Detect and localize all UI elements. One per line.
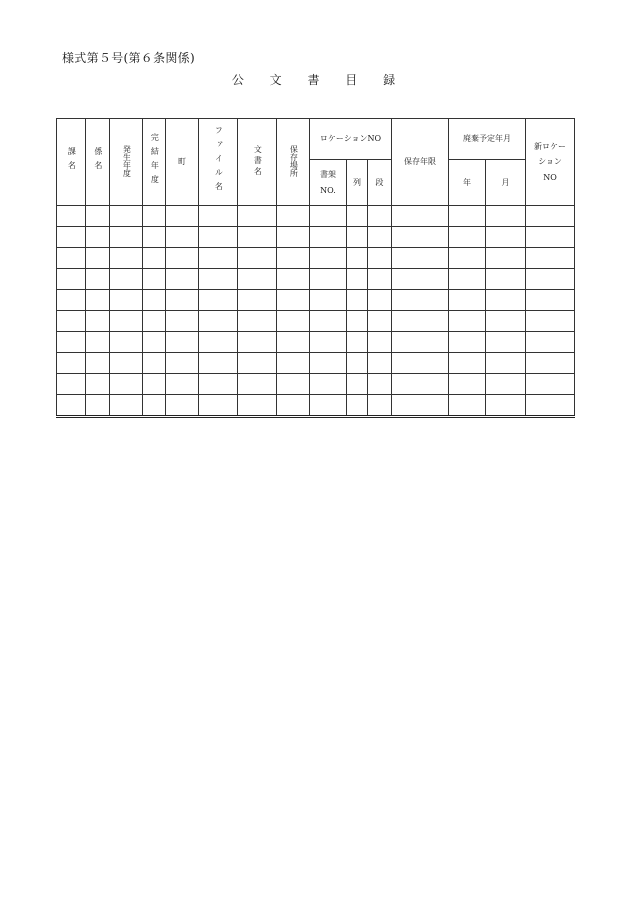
header-shelf-no: 書架 NO.	[310, 160, 347, 206]
table-cell[interactable]	[143, 227, 166, 248]
table-cell[interactable]	[449, 311, 486, 332]
table-cell[interactable]	[526, 206, 575, 227]
table-cell[interactable]	[86, 353, 110, 374]
table-cell[interactable]	[143, 206, 166, 227]
table-cell[interactable]	[526, 311, 575, 332]
table-cell[interactable]	[368, 206, 392, 227]
header-disposal-date: 廃棄予定年月	[449, 119, 526, 160]
table-cell[interactable]	[277, 290, 310, 311]
table-cell[interactable]	[392, 353, 449, 374]
table-cell[interactable]	[143, 332, 166, 353]
header-tier: 段	[368, 160, 392, 206]
table-cell[interactable]	[110, 269, 143, 290]
table-cell[interactable]	[199, 311, 238, 332]
table-cell[interactable]	[368, 353, 392, 374]
table-cell[interactable]	[143, 353, 166, 374]
table-cell[interactable]	[199, 353, 238, 374]
header-retention-period: 保存年限	[392, 119, 449, 206]
table-cell[interactable]	[449, 248, 486, 269]
table-cell[interactable]	[238, 353, 277, 374]
table-cell[interactable]	[449, 353, 486, 374]
table-cell[interactable]	[368, 248, 392, 269]
table-cell[interactable]	[526, 374, 575, 395]
table-cell[interactable]	[238, 311, 277, 332]
table-cell[interactable]	[310, 290, 347, 311]
table-row	[57, 332, 575, 353]
table-cell[interactable]	[57, 290, 86, 311]
table-cell[interactable]	[449, 290, 486, 311]
table-cell[interactable]	[110, 311, 143, 332]
table-cell[interactable]	[347, 332, 368, 353]
table-cell[interactable]	[449, 227, 486, 248]
table-cell[interactable]	[57, 227, 86, 248]
table-row	[57, 206, 575, 227]
table-cell[interactable]	[86, 332, 110, 353]
table-row	[57, 269, 575, 290]
table-cell[interactable]	[526, 227, 575, 248]
table-cell[interactable]	[310, 227, 347, 248]
table-cell[interactable]	[347, 374, 368, 395]
table-cell[interactable]	[199, 332, 238, 353]
table-cell[interactable]	[277, 395, 310, 417]
form-number: 様式第５号(第６条関係)	[62, 51, 195, 65]
table-cell[interactable]	[86, 227, 110, 248]
table-cell[interactable]	[166, 206, 199, 227]
table-cell[interactable]	[277, 332, 310, 353]
table-cell[interactable]	[238, 290, 277, 311]
table-cell[interactable]	[392, 374, 449, 395]
table-cell[interactable]	[526, 269, 575, 290]
header-document-name: 文書名	[238, 119, 277, 206]
table-cell[interactable]	[166, 269, 199, 290]
table-cell[interactable]	[347, 269, 368, 290]
header-row: 列	[347, 160, 368, 206]
header-location-no: ロケーションNO	[310, 119, 392, 160]
table-cell[interactable]	[238, 395, 277, 417]
table-row	[57, 311, 575, 332]
table-body	[57, 206, 575, 417]
table-cell[interactable]	[347, 248, 368, 269]
table-cell[interactable]	[110, 353, 143, 374]
table-cell[interactable]	[166, 248, 199, 269]
table-cell[interactable]	[368, 269, 392, 290]
table-cell[interactable]	[86, 374, 110, 395]
table-cell[interactable]	[486, 311, 526, 332]
table-cell[interactable]	[277, 206, 310, 227]
table-cell[interactable]	[486, 206, 526, 227]
table-cell[interactable]	[110, 374, 143, 395]
table-cell[interactable]	[110, 395, 143, 417]
table-cell[interactable]	[310, 206, 347, 227]
table-cell[interactable]	[143, 290, 166, 311]
table-cell[interactable]	[57, 311, 86, 332]
table-cell[interactable]	[238, 269, 277, 290]
table-cell[interactable]	[110, 206, 143, 227]
table-cell[interactable]	[86, 206, 110, 227]
table-cell[interactable]	[526, 248, 575, 269]
header-town: 町	[166, 119, 199, 206]
table-cell[interactable]	[57, 395, 86, 417]
table-cell[interactable]	[347, 353, 368, 374]
table-cell[interactable]	[392, 248, 449, 269]
table-cell[interactable]	[368, 227, 392, 248]
table-cell[interactable]	[199, 395, 238, 417]
table-cell[interactable]	[486, 227, 526, 248]
table-cell[interactable]	[392, 311, 449, 332]
header-new-location-no: 新ロケーションNO	[526, 119, 575, 206]
table-cell[interactable]	[199, 206, 238, 227]
table-cell[interactable]	[86, 290, 110, 311]
header-disposal-month: 月	[486, 160, 526, 206]
header-disposal-year: 年	[449, 160, 486, 206]
table-cell[interactable]	[86, 269, 110, 290]
table-cell[interactable]	[449, 206, 486, 227]
table-cell[interactable]	[57, 353, 86, 374]
header-row-top	[57, 119, 575, 160]
table-row	[57, 395, 575, 417]
table-cell[interactable]	[57, 248, 86, 269]
table-cell[interactable]	[392, 269, 449, 290]
table-cell[interactable]	[199, 290, 238, 311]
table-cell[interactable]	[110, 332, 143, 353]
table-cell[interactable]	[238, 206, 277, 227]
table-cell[interactable]	[277, 269, 310, 290]
table-cell[interactable]	[449, 395, 486, 417]
table-cell[interactable]	[368, 395, 392, 417]
table-cell[interactable]	[110, 227, 143, 248]
table-cell[interactable]	[486, 269, 526, 290]
table-cell[interactable]	[526, 290, 575, 311]
table-cell[interactable]	[143, 395, 166, 417]
table-cell[interactable]	[310, 311, 347, 332]
table-row	[57, 290, 575, 311]
table-cell[interactable]	[347, 290, 368, 311]
table-cell[interactable]	[199, 227, 238, 248]
table-cell[interactable]	[486, 395, 526, 417]
table-cell[interactable]	[347, 227, 368, 248]
table-row	[57, 248, 575, 269]
table-cell[interactable]	[526, 395, 575, 417]
header-file-name: ファイル名	[199, 119, 238, 206]
table-cell[interactable]	[310, 395, 347, 417]
table-cell[interactable]	[199, 269, 238, 290]
table-cell[interactable]	[57, 269, 86, 290]
table-cell[interactable]	[166, 227, 199, 248]
table-cell[interactable]	[392, 206, 449, 227]
table-row	[57, 374, 575, 395]
table-cell[interactable]	[392, 227, 449, 248]
table-cell[interactable]	[166, 311, 199, 332]
table-cell[interactable]	[449, 374, 486, 395]
table-cell[interactable]	[486, 374, 526, 395]
table-cell[interactable]	[238, 374, 277, 395]
table-cell[interactable]	[166, 395, 199, 417]
header-section-name: 課名	[57, 119, 86, 206]
table-cell[interactable]	[238, 227, 277, 248]
table-cell[interactable]	[310, 248, 347, 269]
header-storage-location: 保存場所	[277, 119, 310, 206]
table-cell[interactable]	[392, 395, 449, 417]
table-cell[interactable]	[277, 374, 310, 395]
table-cell[interactable]	[368, 332, 392, 353]
table-cell[interactable]	[86, 395, 110, 417]
table-cell[interactable]	[347, 206, 368, 227]
document-catalog-table	[56, 118, 575, 418]
table-cell[interactable]	[199, 248, 238, 269]
table-cell[interactable]	[277, 311, 310, 332]
table-cell[interactable]	[143, 248, 166, 269]
table-row	[57, 227, 575, 248]
table-cell[interactable]	[486, 353, 526, 374]
table-cell[interactable]	[310, 332, 347, 353]
table-cell[interactable]	[166, 374, 199, 395]
table-cell[interactable]	[166, 290, 199, 311]
table-cell[interactable]	[57, 332, 86, 353]
document-title: 公 文 書 目 録	[231, 73, 407, 87]
table-cell[interactable]	[449, 332, 486, 353]
table-cell[interactable]	[526, 353, 575, 374]
table-row	[57, 353, 575, 374]
table-cell[interactable]	[143, 269, 166, 290]
table-cell[interactable]	[392, 332, 449, 353]
header-subsection-name: 係名	[86, 119, 110, 206]
table-cell[interactable]	[238, 332, 277, 353]
table-cell[interactable]	[368, 374, 392, 395]
table-cell[interactable]	[277, 353, 310, 374]
header-year-created: 発生年度	[110, 119, 143, 206]
table-cell[interactable]	[449, 269, 486, 290]
table-cell[interactable]	[486, 290, 526, 311]
table-cell[interactable]	[166, 353, 199, 374]
header-year-completed: 完結年度	[143, 119, 166, 206]
table-cell[interactable]	[347, 311, 368, 332]
table-cell[interactable]	[110, 248, 143, 269]
table-cell[interactable]	[310, 269, 347, 290]
table-cell[interactable]	[238, 248, 277, 269]
table-cell[interactable]	[392, 290, 449, 311]
table-cell[interactable]	[368, 290, 392, 311]
table-cell[interactable]	[57, 206, 86, 227]
table-cell[interactable]	[143, 374, 166, 395]
table-cell[interactable]	[199, 374, 238, 395]
table-cell[interactable]	[486, 248, 526, 269]
table-cell[interactable]	[486, 332, 526, 353]
table-cell[interactable]	[166, 332, 199, 353]
table-cell[interactable]	[86, 311, 110, 332]
table-cell[interactable]	[347, 395, 368, 417]
table-cell[interactable]	[310, 374, 347, 395]
table-cell[interactable]	[526, 332, 575, 353]
table-cell[interactable]	[57, 374, 86, 395]
table-cell[interactable]	[110, 290, 143, 311]
table-cell[interactable]	[368, 311, 392, 332]
table-cell[interactable]	[310, 353, 347, 374]
table-cell[interactable]	[277, 227, 310, 248]
table-cell[interactable]	[143, 311, 166, 332]
table-cell[interactable]	[277, 248, 310, 269]
table-cell[interactable]	[86, 248, 110, 269]
